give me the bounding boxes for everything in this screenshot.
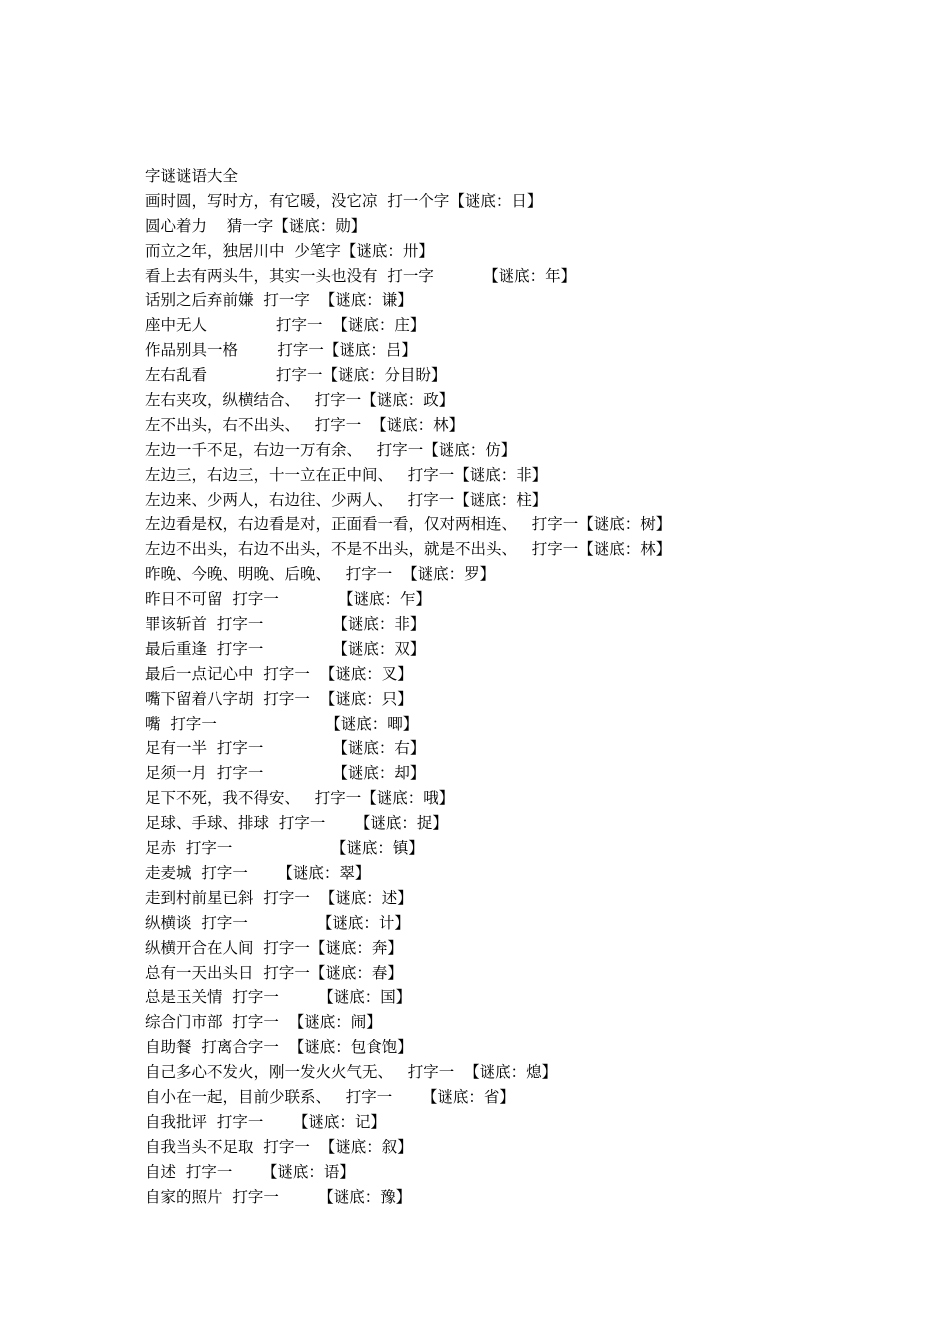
riddle-line: 左边一千不足，右边一万有余、 打字一【谜底：仿】 bbox=[145, 440, 517, 459]
riddle-line: 自述 打字一 【谜底：语】 bbox=[145, 1162, 355, 1181]
riddle-line: 自己多心不发火，刚一发火火气无、 打字一 【谜底：熄】 bbox=[145, 1063, 558, 1082]
riddle-line: 总有一天出头日 打字一【谜底：春】 bbox=[145, 963, 403, 982]
riddle-line: 纵横开合在人间 打字一【谜底：奔】 bbox=[145, 938, 403, 957]
riddle-line: 足下不死，我不得安、 打字一【谜底：哦】 bbox=[145, 789, 455, 808]
riddle-line: 自家的照片 打字一 【谜底：豫】 bbox=[145, 1187, 412, 1206]
riddle-line: 足球、手球、排球 打字一 【谜底：捉】 bbox=[145, 814, 448, 833]
riddle-line: 纵横谈 打字一 【谜底：计】 bbox=[145, 913, 410, 932]
riddle-line: 走到村前星已斜 打字一 【谜底：述】 bbox=[145, 888, 413, 907]
document-body bbox=[145, 164, 925, 1209]
riddle-line: 话别之后弃前嫌 打一字 【谜底：谦】 bbox=[145, 291, 413, 310]
riddle-line: 足有一半 打字一 【谜底：右】 bbox=[145, 739, 426, 758]
riddle-line: 足赤 打字一 【谜底：镇】 bbox=[145, 839, 424, 858]
riddle-line: 嘴 打字一 【谜底：唧】 bbox=[145, 714, 419, 733]
riddle-line: 自助餐 打离合字一 【谜底：包食饱】 bbox=[145, 1038, 413, 1057]
riddle-line: 座中无人 打字一 【谜底：庄】 bbox=[145, 316, 426, 335]
riddle-line: 左右夹攻，纵横结合、 打字一【谜底：政】 bbox=[145, 391, 455, 410]
riddle-line: 自小在一起，目前少联系、 打字一 【谜底：省】 bbox=[145, 1087, 515, 1106]
riddle-line: 走麦城 打字一 【谜底：翠】 bbox=[145, 863, 371, 882]
riddle-line: 左边不出头，右边不出头，不是不出头，就是不出头、 打字一【谜底：林】 bbox=[145, 540, 672, 559]
riddle-line: 昨晚、今晚、明晚、后晚、 打字一 【谜底：罗】 bbox=[145, 565, 496, 584]
riddle-line: 自我批评 打字一 【谜底：记】 bbox=[145, 1112, 386, 1131]
riddle-line: 昨日不可留 打字一 【谜底：乍】 bbox=[145, 590, 431, 609]
riddle-line: 左边看是权，右边看是对，正面看一看，仅对两相连、 打字一【谜底：树】 bbox=[145, 515, 672, 534]
riddle-line: 足须一月 打字一 【谜底：却】 bbox=[145, 764, 426, 783]
riddle-line: 左边来、少两人，右边往、少两人、 打字一【谜底：柱】 bbox=[145, 490, 548, 509]
riddle-line: 综合门市部 打字一 【谜底：闹】 bbox=[145, 1013, 382, 1032]
riddle-line: 画时圆，写时方，有它暖，没它凉 打一个字【谜底：日】 bbox=[145, 191, 543, 210]
riddle-line: 左不出头，右不出头、 打字一 【谜底：林】 bbox=[145, 415, 465, 434]
riddle-line: 看上去有两头牛，其实一头也没有 打一字 【谜底：年】 bbox=[145, 266, 577, 285]
document-title: 字谜谜语大全 bbox=[145, 167, 239, 185]
riddle-line: 最后一点记心中 打字一 【谜底：叉】 bbox=[145, 664, 413, 683]
riddle-line: 作品别具一格 打字一【谜底：吕】 bbox=[145, 341, 417, 360]
riddle-line: 最后重逢 打字一 【谜底：双】 bbox=[145, 639, 426, 658]
riddle-line: 罪该斩首 打字一 【谜底：非】 bbox=[145, 615, 426, 634]
riddle-line: 圆心着力 猜一字【谜底：勋】 bbox=[145, 216, 367, 235]
riddle-line: 左右乱看 打字一【谜底：分目盼】 bbox=[145, 366, 447, 385]
riddle-line: 嘴下留着八字胡 打字一 【谜底：只】 bbox=[145, 689, 413, 708]
riddle-line: 总是玉关情 打字一 【谜底：国】 bbox=[145, 988, 412, 1007]
riddle-line: 左边三，右边三，十一立在正中间、 打字一【谜底：非】 bbox=[145, 465, 548, 484]
riddle-line: 而立之年，独居川中 少笔字【谜底：卅】 bbox=[145, 241, 434, 260]
riddle-line: 自我当头不足取 打字一 【谜底：叙】 bbox=[145, 1137, 413, 1156]
